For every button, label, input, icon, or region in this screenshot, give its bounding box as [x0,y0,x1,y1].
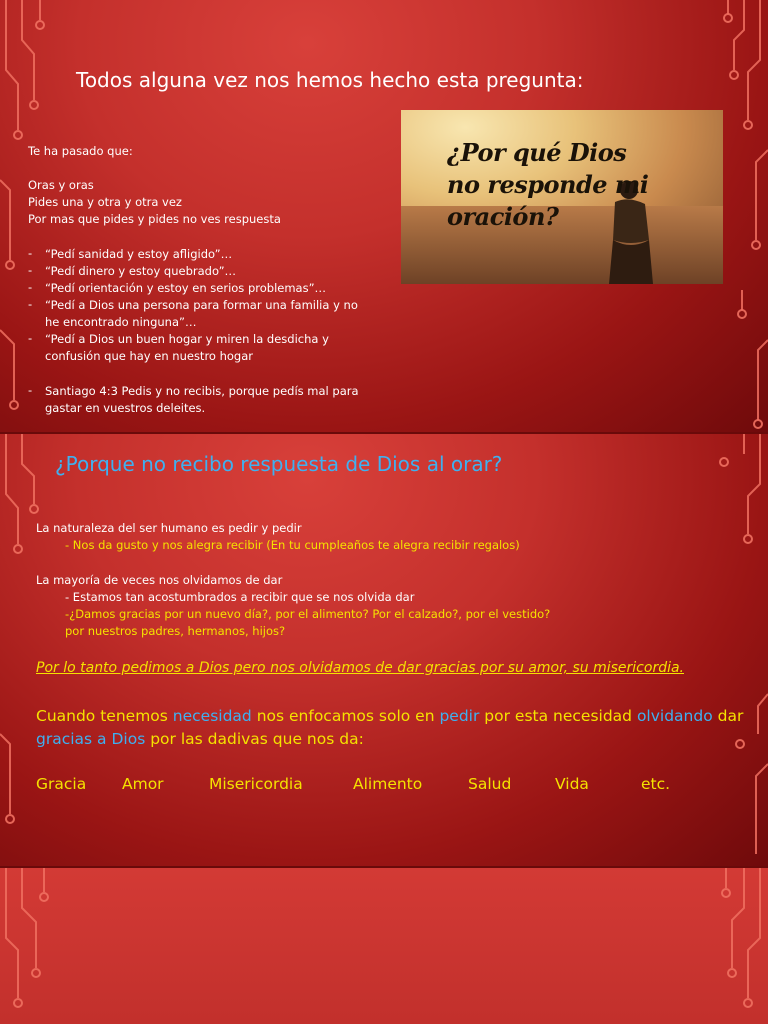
bullet-marker: - [28,280,33,294]
word-gracia: Gracia [36,775,87,793]
bullet-2: “Pedí dinero y estoy quebrado”… [45,264,237,278]
forget-subtext-3: por nuestros padres, hermanos, hijos? [65,624,286,638]
image-text-line-1: ¿Por qué Dios [447,138,627,167]
bullet-marker: - [28,297,33,311]
line-1: Oras y oras [28,178,94,192]
para-segment: por esta necesidad [479,707,637,725]
conclusion-text: Por lo tanto pedimos a Dios pero nos olvidamos de dar gracias por su amor, su misericordia. [36,660,684,676]
bullet-5-line-2: confusión que hay en nuestro hogar [45,349,254,363]
paragraph-line-2 [36,728,364,751]
nature-subtext: - Nos da gusto y nos alegra recibir (En tu cumpleaños te alegra recibir regalos) [65,538,520,552]
word-salud: Salud [468,775,512,793]
nature-text: La naturaleza del ser humano es pedir y pedir [36,521,302,535]
forget-text: La mayoría de veces nos olvidamos de dar [36,573,283,587]
image-text-line-3: oración? [447,202,559,231]
para-keyword-dios: Dios [111,730,146,748]
intro-text: Te ha pasado que: [28,144,133,158]
para-segment: nos enfocamos solo en [251,707,440,725]
bullet-marker: - [28,383,33,397]
word-misericordia: Misericordia [209,775,303,793]
para-keyword-gracias: gracias a [36,730,112,748]
paragraph-line-1 [36,705,743,728]
bullet-3: “Pedí orientación y estoy en serios problemas”… [45,281,327,295]
slide-3 [0,868,768,1024]
bullet-4-line-1: “Pedí a Dios una persona para formar una familia y no [45,298,358,312]
circuit-decoration-left [0,434,70,866]
line-2: Pides una y otra y otra vez [28,195,182,209]
forget-subtext-1: - Estamos tan acostumbrados a recibir que se nos olvida dar [65,590,415,604]
para-keyword-necesidad: necesidad [172,707,252,725]
word-alimento: Alimento [353,775,423,793]
slide-1 [0,0,768,432]
para-segment: Cuando tenemos [36,707,173,725]
circuit-decoration-left [0,868,80,1024]
line-3: Por mas que pides y pides no ves respuesta [28,212,281,226]
circuit-decoration-right [698,434,768,866]
bullet-6-line-2: gastar en vuestros deleites. [45,401,206,415]
bullet-marker: - [28,331,33,345]
para-segment: dar [712,707,744,725]
prayer-image [401,110,723,284]
para-segment: por las dadivas que nos da: [145,730,364,748]
forget-subtext-2: -¿Damos gracias por un nuevo día?, por el alimento? Por el calzado?, por el vestido? [65,607,551,621]
bullet-1: “Pedí sanidad y estoy afligido”… [45,247,233,261]
slide-2 [0,434,768,866]
circuit-decoration-right [688,868,768,1024]
slide-2-title: ¿Porque no recibo respuesta de Dios al orar? [55,452,503,476]
bullet-6-line-1: Santiago 4:3 Pedis y no recibis, porque pedís mal para [45,384,359,398]
word-amor: Amor [122,775,164,793]
word-vida: Vida [555,775,589,793]
bullet-marker: - [28,263,33,277]
bullet-marker: - [28,246,33,260]
bullet-5-line-1: “Pedí a Dios un buen hogar y miren la desdicha y [45,332,329,346]
image-text-line-2: no responde mi [447,170,649,199]
para-keyword-olvidando: olvidando [636,707,713,725]
slide-1-title: Todos alguna vez nos hemos hecho esta pregunta: [76,68,584,92]
word-etc: etc. [641,775,671,793]
bullet-4-line-2: he encontrado ninguna”… [45,315,197,329]
para-keyword-pedir: pedir [439,707,480,725]
